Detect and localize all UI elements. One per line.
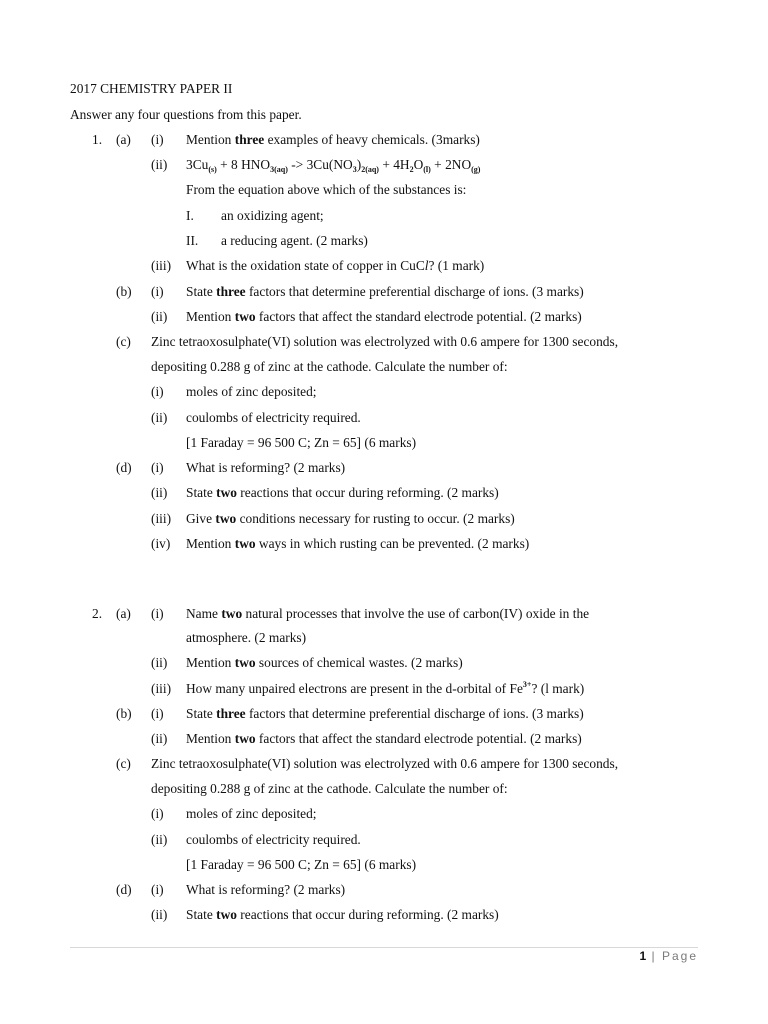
q1-d-i-text: What is reforming? (2 marks) [186, 460, 346, 475]
q2-a-ii-text: Mention two sources of chemical wastes. (2 marks) [186, 655, 463, 670]
q2-a-ii-label: (ii) [151, 655, 168, 670]
q2-c-i-label: (i) [151, 806, 164, 821]
q1-c-line1: Zinc tetraoxosulphate(VI) solution was electrolyzed with 0.6 ampere for 1300 seconds, [151, 334, 619, 349]
q2-b-label: (b) [116, 706, 132, 721]
paper-title: 2017 CHEMISTRY PAPER II [70, 81, 233, 96]
q2-a-i-text: Name two natural processes that involve the use of carbon(IV) oxide in the [186, 606, 590, 621]
q1-a-i-text: Mention three examples of heavy chemicals. (3marks) [186, 132, 480, 147]
q2-a-iii-text: How many unpaired electrons are present in the d-orbital of $Fe^{3+}$? (l mark) [186, 680, 585, 696]
q2-c-note: [1 Faraday = 96 500 C; Zn = 65] (6 marks) [186, 857, 417, 872]
q2-b-ii-text: Mention two factors that affect the standard electrode potential. (2 marks) [186, 731, 582, 746]
paper-instruction: Answer any four questions from this paper. [70, 107, 302, 122]
q1-d-i-label: (i) [151, 460, 164, 475]
q1-a-ii-I-text: an oxidizing agent; [221, 208, 324, 223]
q1-a-ii-lead: From the equation above which of the substances is: [186, 182, 467, 197]
footer-divider [70, 947, 698, 948]
q1-a-label: (a) [116, 132, 131, 147]
q1-a-i-label: (i) [151, 132, 164, 147]
q2-c-ii-label: (ii) [151, 832, 168, 847]
q1-a-ii-equation: $3Cu_{(s)} + 8$ $HNO_{3(aq)} -> 3Cu(NO_3)_{2(aq)} + 4H_2O_{(l)} + 2NO_{(g)}$ [186, 157, 481, 174]
q1-a-iii-text: What is the oxidation state of copper in CuCl? (1 mark) [186, 258, 485, 273]
q1-b-ii-text: Mention two factors that affect the standard electrode potential. (2 marks) [186, 309, 582, 324]
q1-a-ii-I-label: I. [186, 208, 194, 223]
q1-b-label: (b) [116, 284, 132, 299]
q1-d-iii-label: (iii) [151, 511, 172, 526]
q1-d-iv-text: Mention two ways in which rusting can be prevented. (2 marks) [186, 536, 530, 551]
q2-d-i-text: What is reforming? (2 marks) [186, 882, 346, 897]
q1-b-i-text: State three factors that determine preferential discharge of ions. (3 marks) [186, 284, 584, 299]
q1-b-ii-label: (ii) [151, 309, 168, 324]
q2-b-i-text: State three factors that determine preferential discharge of ions. (3 marks) [186, 706, 584, 721]
q2-c-line2: depositing 0.288 g of zinc at the cathode. Calculate the number of: [151, 781, 508, 796]
q1-c-i-label: (i) [151, 384, 164, 399]
q1-d-iii-text: Give two conditions necessary for rusting to occur. (2 marks) [186, 511, 515, 526]
question-1-number: 1. [92, 132, 103, 147]
q1-c-line2: depositing 0.288 g of zinc at the cathode. Calculate the number of: [151, 359, 508, 374]
q1-c-note: [1 Faraday = 96 500 C; Zn = 65] (6 marks) [186, 435, 417, 450]
question-2-number: 2. [92, 606, 103, 621]
q1-c-ii-label: (ii) [151, 410, 168, 425]
q2-a-label: (a) [116, 606, 131, 621]
q1-c-label: (c) [116, 334, 131, 349]
q2-a-i-label: (i) [151, 606, 164, 621]
q1-a-ii-II-text: a reducing agent. (2 marks) [221, 233, 368, 248]
q2-d-ii-label: (ii) [151, 907, 168, 922]
page-separator: | [646, 949, 662, 963]
q1-a-ii-label: (ii) [151, 157, 168, 172]
page-word: Page [661, 949, 698, 963]
q1-b-i-label: (i) [151, 284, 164, 299]
q2-d-label: (d) [116, 882, 132, 897]
q1-d-ii-label: (ii) [151, 485, 168, 500]
q2-a-iii-label: (iii) [151, 681, 172, 696]
q1-a-ii-II-label: II. [186, 233, 199, 248]
q2-b-ii-label: (ii) [151, 731, 168, 746]
q1-d-label: (d) [116, 460, 132, 475]
q1-a-iii-label: (iii) [151, 258, 172, 273]
q1-d-ii-text: State two reactions that occur during reforming. (2 marks) [186, 485, 499, 500]
q1-c-ii-text: coulombs of electricity required. [186, 410, 361, 425]
q2-b-i-label: (i) [151, 706, 164, 721]
page-number: 1 [639, 949, 647, 963]
q2-c-i-text: moles of zinc deposited; [186, 806, 317, 821]
q2-c-label: (c) [116, 756, 131, 771]
q1-d-iv-label: (iv) [151, 536, 171, 551]
q2-d-i-label: (i) [151, 882, 164, 897]
q2-a-i-continuation: atmosphere. (2 marks) [186, 630, 307, 645]
page-footer [639, 949, 698, 963]
q2-d-ii-text: State two reactions that occur during reforming. (2 marks) [186, 907, 499, 922]
q2-c-line1: Zinc tetraoxosulphate(VI) solution was electrolyzed with 0.6 ampere for 1300 seconds, [151, 756, 619, 771]
q2-c-ii-text: coulombs of electricity required. [186, 832, 361, 847]
q1-c-i-text: moles of zinc deposited; [186, 384, 317, 399]
